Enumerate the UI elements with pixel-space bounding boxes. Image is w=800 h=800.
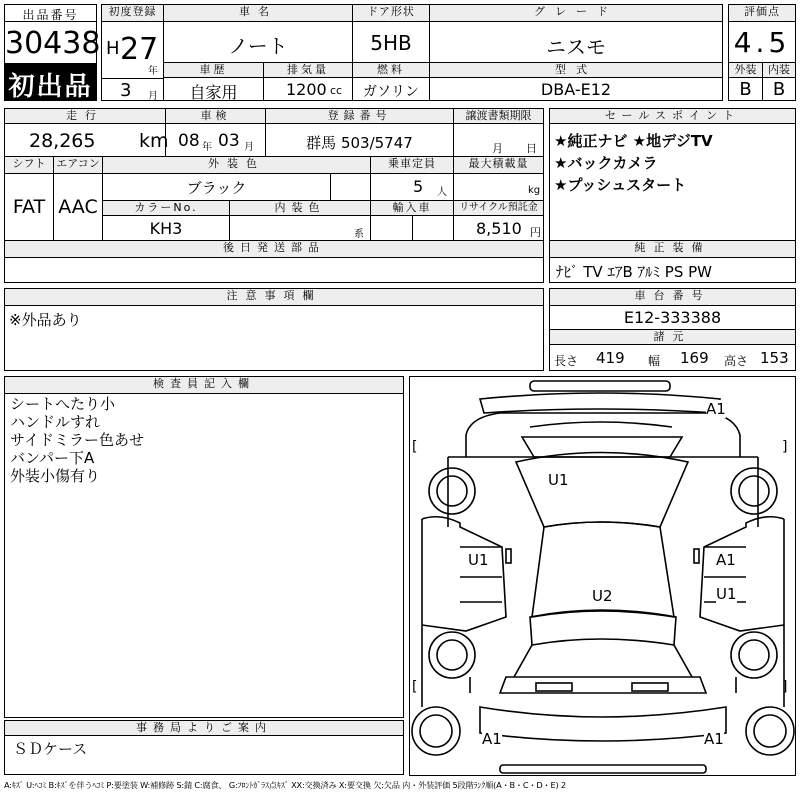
era-value: H <box>106 38 120 59</box>
exterior-grade: B <box>739 79 752 100</box>
year-unit: 年 <box>148 66 158 77</box>
displacement-label: 排気量 <box>263 62 353 78</box>
equipment-label: 純正装備 <box>549 240 796 258</box>
color-divider <box>330 174 331 200</box>
damage-mark-rear-left: A1 <box>482 730 502 748</box>
reg-number: 群馬 503/5747 <box>306 134 413 152</box>
damage-mark-left-side: U1 <box>468 551 489 569</box>
sales-label: セールスポイント <box>549 108 796 124</box>
first-reg-label: 初度登録 <box>101 4 164 22</box>
equipment-items: ﾅﾋﾞ TV ｴｱB ｱﾙﾐ PS PW <box>556 263 712 281</box>
later-parts-box <box>4 257 544 283</box>
interior-grade-label: 内装 <box>762 62 796 78</box>
interior-color-label: 内装色 <box>229 200 371 216</box>
capacity-value: 5 <box>413 177 424 196</box>
import-box-right <box>412 215 454 241</box>
fuel-box <box>352 77 430 101</box>
inspector-label: 検査員記入欄 <box>4 376 404 394</box>
damage-mark-hood: U1 <box>548 471 569 489</box>
height-value: 153 <box>760 349 789 367</box>
car-name-box <box>163 21 353 63</box>
car-outline-diagram <box>410 377 795 775</box>
ac-value: AAC <box>58 196 98 218</box>
specs-label: 諸元 <box>549 329 796 345</box>
damage-mark-roof: U2 <box>592 587 613 605</box>
damage-mark-front-right: A1 <box>706 400 726 418</box>
model-code-value: DBA-E12 <box>540 80 612 99</box>
month-unit: 月 <box>148 91 158 102</box>
damage-mark-rear-right: A1 <box>704 730 724 748</box>
length-label: 長さ <box>554 354 579 368</box>
first-reg-month-box <box>101 78 164 101</box>
inspection-label: 車検 <box>165 108 266 124</box>
interior-color-unit: 系 <box>354 229 364 240</box>
history-value: 自家用 <box>189 83 238 102</box>
exterior-grade-box <box>728 77 763 101</box>
exterior-grade-label: 外装 <box>728 62 763 78</box>
model-code-label: 型式 <box>429 62 723 78</box>
score-box <box>728 21 796 63</box>
inspection-box <box>165 123 266 157</box>
height-label: 高さ <box>724 354 749 368</box>
damage-diagram <box>409 376 796 776</box>
notes-text: ※外品あり <box>9 311 82 329</box>
displacement-value: 1200 <box>286 80 327 99</box>
ac-label: エアコン <box>53 156 103 174</box>
first-listing-text: 初出品 <box>8 72 93 102</box>
inspection-month: 03 <box>218 131 240 151</box>
reg-number-box <box>265 123 454 157</box>
inspection-year: 08 <box>178 131 200 151</box>
equipment-box <box>549 257 796 283</box>
width-value: 169 <box>680 349 709 367</box>
damage-mark-right-front-door: A1 <box>716 551 736 569</box>
recycle-label: リサイクル預託金 <box>453 200 544 216</box>
inspector-line-2: ハンドルすれ <box>10 413 101 431</box>
width-label: 幅 <box>648 354 661 368</box>
inspector-line-4: バンパー下A <box>10 449 95 467</box>
grade-box <box>429 21 723 63</box>
month-value: 3 <box>120 80 132 101</box>
legend-text: A:ｷｽﾞ U:ﾍｺﾐ B:ｷｽﾞを伴うﾍｺﾐ P:要塗装 W:補修跡 S:錆 C:腐食、 G:ﾌﾛﾝﾄｶﾞﾗｽ点ｷｽﾞ XX:交換済み X:要交換 欠:欠品 内・外装評価 5段階ﾗﾝｸ順(A・B・C・D・E) 2 <box>4 780 566 790</box>
bracket-left-bottom: [ <box>412 679 418 695</box>
color-label: 外装色 <box>102 156 371 174</box>
interior-color-box <box>229 215 371 241</box>
displacement-box <box>263 77 353 101</box>
inspector-line-3: サイドミラー色あせ <box>10 431 144 449</box>
bracket-right-top: ] <box>782 439 788 455</box>
capacity-label: 乗車定員 <box>370 156 454 174</box>
color-value: ブラック <box>186 179 247 197</box>
transfer-day-unit: 日 <box>526 142 537 155</box>
later-parts-label: 後日発送部品 <box>4 240 544 258</box>
mileage-box <box>4 123 169 157</box>
load-box <box>453 173 544 201</box>
shift-label: シフト <box>4 156 54 174</box>
score-value: 4.5 <box>733 26 791 59</box>
bracket-right-bottom: ] <box>782 679 788 695</box>
chassis-label: 車台番号 <box>549 288 796 306</box>
load-unit: kg <box>528 185 541 196</box>
car-name: ノート <box>228 34 288 58</box>
color-no-label: カラーNo. <box>102 200 230 216</box>
score-label: 評価点 <box>728 4 796 22</box>
import-box-left <box>370 215 413 241</box>
lot-number-label: 出品番号 <box>22 8 79 22</box>
capacity-box <box>370 173 454 201</box>
color-no-box <box>102 215 230 241</box>
grade-value: ニスモ <box>546 35 606 59</box>
shift-value: FAT <box>12 196 46 218</box>
notes-box <box>4 305 544 371</box>
load-label: 最大積載量 <box>453 156 544 174</box>
shift-box <box>4 173 54 241</box>
lot-number-label-box <box>4 4 97 22</box>
length-value: 419 <box>596 349 625 367</box>
year-value: 27 <box>120 32 159 67</box>
door-value: 5HB <box>370 31 412 55</box>
inspector-line-5: 外装小傷有り <box>10 467 101 485</box>
first-reg-box <box>101 21 164 79</box>
lot-number: 30438 <box>5 26 101 61</box>
inspection-month-unit: 月 <box>244 142 254 153</box>
office-text: ＳＤケース <box>13 740 88 758</box>
history-box <box>163 77 264 101</box>
notes-label: 注意事項欄 <box>4 288 544 306</box>
reg-number-label: 登録番号 <box>265 108 454 124</box>
inspection-year-unit: 年 <box>202 142 212 153</box>
mileage-unit: km <box>139 130 169 152</box>
interior-grade: B <box>772 79 786 100</box>
sales-box <box>549 123 796 241</box>
first-listing-badge <box>4 63 97 101</box>
office-label: 事務局よりご案内 <box>4 720 404 736</box>
fuel-value: ガソリン <box>363 84 419 100</box>
import-label: 輸入車 <box>370 200 454 216</box>
chassis-number: E12-333388 <box>623 308 722 327</box>
transfer-month-unit: 月 <box>492 142 503 155</box>
interior-grade-box <box>762 77 796 101</box>
history-label: 車歴 <box>163 62 264 78</box>
color-no-value: KH3 <box>149 219 183 238</box>
grade-label: グレード <box>429 4 723 22</box>
door-box <box>352 21 430 63</box>
mileage-label: 走行 <box>4 108 166 124</box>
recycle-fee: 8,510 <box>476 219 522 238</box>
recycle-unit: 円 <box>530 226 541 239</box>
specs-box <box>549 344 796 371</box>
office-box <box>4 735 404 775</box>
fuel-label: 燃料 <box>352 62 430 78</box>
transfer-label: 譲渡書類期限 <box>453 108 544 124</box>
door-label: ドア形状 <box>352 4 430 22</box>
sales-point-3: ★プッシュスタート <box>554 176 687 194</box>
model-code-box <box>429 77 723 101</box>
displacement-unit: cc <box>330 84 343 97</box>
damage-mark-right-rear-door: U1 <box>716 585 737 603</box>
mileage-value: 28,265 <box>29 130 96 152</box>
ac-box <box>53 173 103 241</box>
inspector-box <box>4 393 404 718</box>
capacity-unit: 人 <box>437 187 447 198</box>
transfer-box <box>453 123 544 157</box>
car-name-label: 車名 <box>163 4 353 22</box>
bracket-left-top: [ <box>412 439 418 455</box>
sales-point-1: ★純正ナビ ★地デジTV <box>554 132 713 150</box>
color-box <box>102 173 371 201</box>
chassis-box <box>549 305 796 330</box>
inspector-line-1: シートへたり小 <box>10 395 116 413</box>
recycle-box <box>453 215 544 241</box>
lot-number-box <box>4 21 101 64</box>
sales-point-2: ★バックカメラ <box>554 154 658 172</box>
